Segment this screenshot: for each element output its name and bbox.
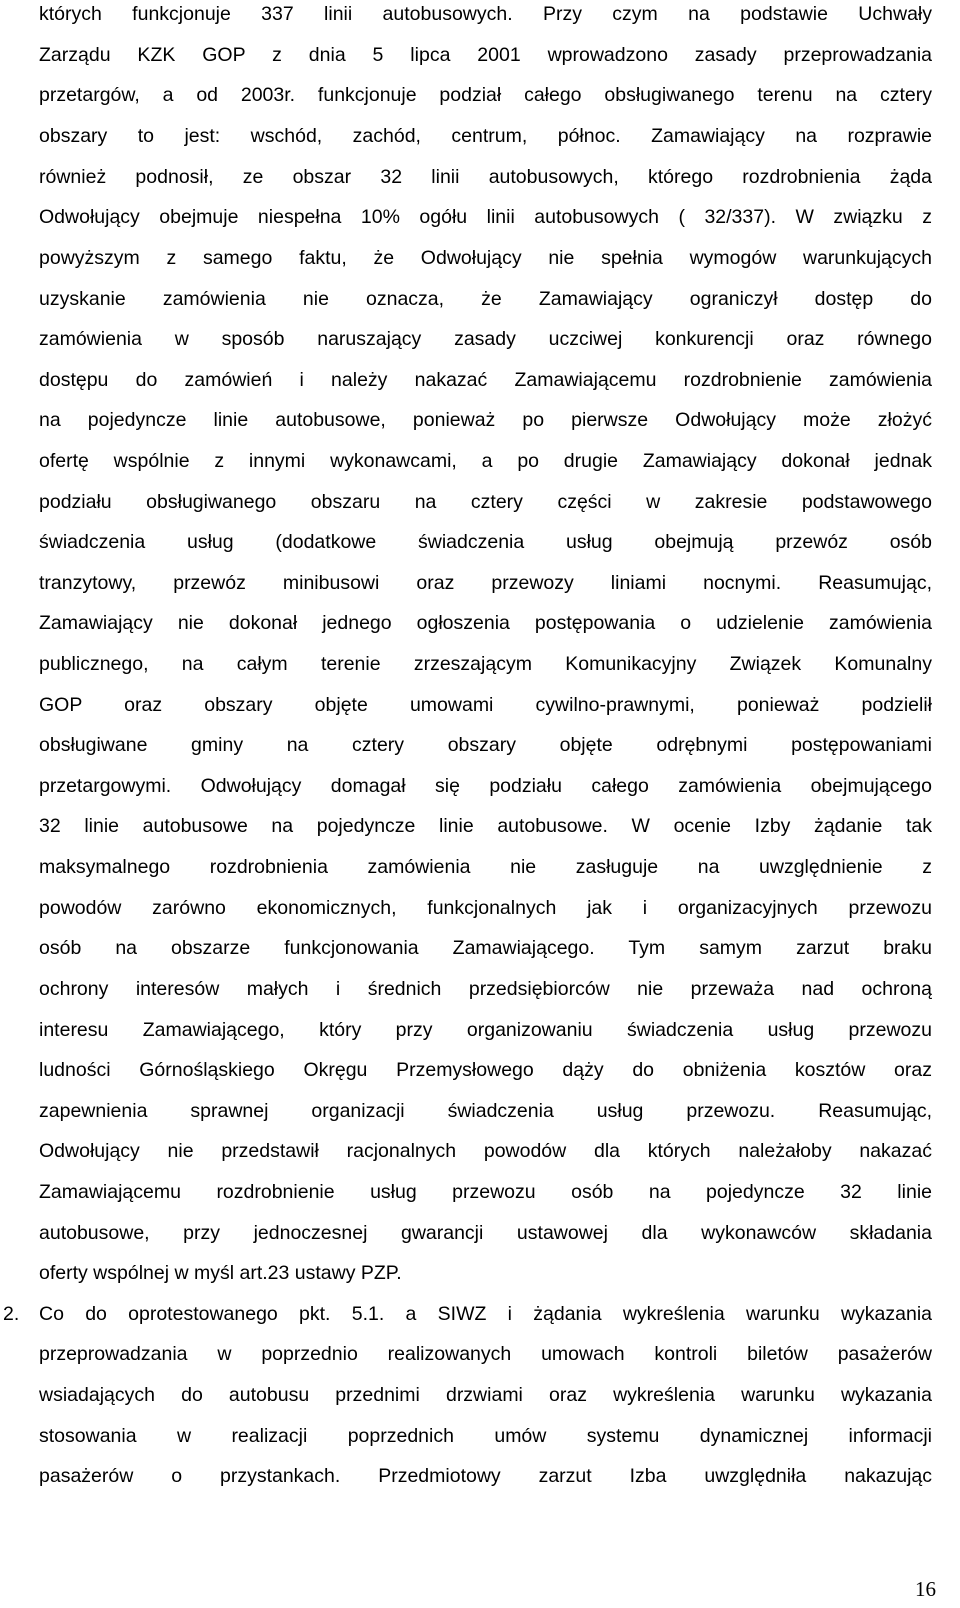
text-line: zamówienia w sposób naruszający zasady uczciwej konkurencji oraz równego: [39, 328, 932, 350]
text-line: pasażerów o przystankach. Przedmiotowy zarzut Izba uwzględniła nakazując: [39, 1465, 932, 1487]
text-line: stosowania w realizacji poprzednich umów systemu dynamicznej informacji: [39, 1425, 932, 1447]
text-line: przetargowymi. Odwołujący domagał się podziału całego zamówienia obejmującego: [39, 775, 932, 797]
text-line: również podnosił, ze obszar 32 linii autobusowych, którego rozdrobnienia żąda: [39, 166, 932, 188]
text-line: maksymalnego rozdrobnienia zamówienia nie zasługuje na uwzględnienie z: [39, 856, 932, 878]
text-line: przetargów, a od 2003r. funkcjonuje podział całego obsługiwanego terenu na cztery: [39, 84, 932, 106]
text-line: obsługiwane gminy na cztery obszary objęte odrębnymi postępowaniami: [39, 734, 932, 756]
text-line: uzyskanie zamówienia nie oznacza, że Zamawiający ograniczył dostęp do: [39, 288, 932, 310]
text-line: dostępu do zamówień i należy nakazać Zamawiającemu rozdrobnienie zamówienia: [39, 369, 932, 391]
text-line: na pojedyncze linie autobusowe, ponieważ po pierwsze Odwołujący może złożyć: [39, 409, 932, 431]
text-line: Co do oprotestowanego pkt. 5.1. a SIWZ i żądania wykreślenia warunku wykazania: [39, 1303, 932, 1325]
text-line: publicznego, na całym terenie zrzeszającym Komunikacyjny Związek Komunalny: [39, 653, 932, 675]
text-line: Odwołujący nie przedstawił racjonalnych powodów dla których należałoby nakazać: [39, 1140, 932, 1162]
text-line: powyższym z samego faktu, że Odwołujący nie spełnia wymogów warunkujących: [39, 247, 932, 269]
page-number: 16: [915, 1577, 936, 1601]
text-line: Zamawiający nie dokonał jednego ogłoszenia postępowania o udzielenie zamówienia: [39, 612, 932, 634]
text-line: osób na obszarze funkcjonowania Zamawiającego. Tym samym zarzut braku: [39, 937, 932, 959]
text-line: oferty wspólnej w myśl art.23 ustawy PZP.: [39, 1262, 402, 1284]
text-line: ochrony interesów małych i średnich przedsiębiorców nie przeważa nad ochroną: [39, 978, 932, 1000]
text-line: wsiadających do autobusu przednimi drzwiami oraz wykreślenia warunku wykazania: [39, 1384, 932, 1406]
text-line: Zamawiającemu rozdrobnienie usług przewozu osób na pojedyncze 32 linie: [39, 1181, 932, 1203]
text-line: których funkcjonuje 337 linii autobusowych. Przy czym na podstawie Uchwały: [39, 3, 932, 25]
text-line: przeprowadzania w poprzednio realizowanych umowach kontroli biletów pasażerów: [39, 1343, 932, 1365]
text-line: Odwołujący obejmuje niespełna 10% ogółu linii autobusowych ( 32/337). W związku z: [39, 206, 932, 228]
text-line: autobusowe, przy jednoczesnej gwarancji ustawowej dla wykonawców składania: [39, 1222, 932, 1244]
text-line: powodów zarówno ekonomicznych, funkcjonalnych jak i organizacyjnych przewozu: [39, 897, 932, 919]
text-line: GOP oraz obszary objęte umowami cywilno-prawnymi, ponieważ podzielił: [39, 694, 932, 716]
text-line: ofertę wspólnie z innymi wykonawcami, a po drugie Zamawiający dokonał jednak: [39, 450, 932, 472]
text-line: tranzytowy, przewóz minibusowi oraz przewozy liniami nocnymi. Reasumując,: [39, 572, 932, 594]
text-line: 32 linie autobusowe na pojedyncze linie autobusowe. W ocenie Izby żądanie tak: [39, 815, 932, 837]
text-line: interesu Zamawiającego, który przy organizowaniu świadczenia usług przewozu: [39, 1019, 932, 1041]
text-line: świadczenia usług (dodatkowe świadczenia usług obejmują przewóz osób: [39, 531, 932, 553]
text-line: zapewnienia sprawnej organizacji świadczenia usług przewozu. Reasumując,: [39, 1100, 932, 1122]
text-line: podziału obsługiwanego obszaru na cztery części w zakresie podstawowego: [39, 491, 932, 513]
text-line: ludności Górnośląskiego Okręgu Przemysłowego dąży do obniżenia kosztów oraz: [39, 1059, 932, 1081]
list-item-marker: 2.: [3, 1303, 20, 1325]
text-line: Zarządu KZK GOP z dnia 5 lipca 2001 wprowadzono zasady przeprowadzania: [39, 44, 932, 66]
text-line: obszary to jest: wschód, zachód, centrum, północ. Zamawiający na rozprawie: [39, 125, 932, 147]
